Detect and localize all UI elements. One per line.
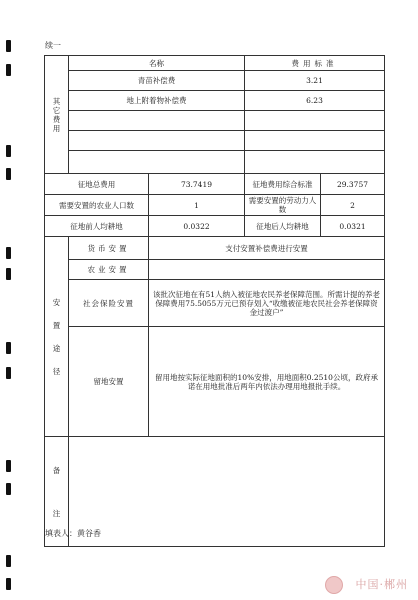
fee-name-header: 名称 <box>69 56 245 71</box>
fee-value-cell: 6.23 <box>245 91 385 111</box>
fee-value-cell <box>245 111 385 131</box>
resettlement-detail: 该批次征地在有51人纳入被征地农民养老保障范围。所需计提的养老保障费用75.5055万元已预存划入“收缴被征地农民社会养老保障资金过渡户” <box>149 280 385 327</box>
watermark: 中国·郴州 <box>355 578 408 591</box>
remarks-content <box>69 437 385 547</box>
resettlement-type: 社会保险安置 <box>69 280 149 327</box>
binding-hole <box>6 460 11 472</box>
total-fee-value: 73.7419 <box>149 174 245 195</box>
resettlement-label: 安 置 途 径 <box>45 237 69 437</box>
remarks-label: 备 注 <box>45 437 69 547</box>
fee-value-cell <box>245 151 385 174</box>
resettlement-detail: 留用地按实际征地面积的10%安排，用地面积0.2510公顷，政府承诺在用地批准后两年内依法办理用地报批手续。 <box>149 327 385 437</box>
watermark-logo-icon <box>325 576 343 594</box>
filled-by: 填表人：黄谷香 <box>45 529 101 538</box>
after-area-value: 0.0321 <box>321 216 385 237</box>
fee-standard-header: 费用标准 <box>245 56 385 71</box>
before-area-label: 征地前人均耕地 <box>45 216 149 237</box>
binding-hole <box>6 40 11 52</box>
resettlement-type: 农业安置 <box>69 260 149 280</box>
binding-hole <box>6 367 11 379</box>
binding-hole <box>6 64 11 76</box>
composite-label: 征地费用综合标准 <box>245 174 321 195</box>
land-acquisition-table <box>44 55 385 547</box>
binding-hole <box>6 555 11 567</box>
resettlement-detail <box>149 260 385 280</box>
binding-hole <box>6 483 11 495</box>
fee-name-cell <box>69 151 245 174</box>
fee-value-cell: 3.21 <box>245 71 385 91</box>
resettlement-type: 留地安置 <box>69 327 149 437</box>
binding-hole <box>6 268 11 280</box>
binding-hole <box>6 247 11 259</box>
composite-value: 29.3757 <box>321 174 385 195</box>
fee-name-cell: 地上附着物补偿费 <box>69 91 245 111</box>
resettlement-detail: 支付安置补偿费进行安置 <box>149 237 385 260</box>
after-area-label: 征地后人均耕地 <box>245 216 321 237</box>
labor-value: 2 <box>321 195 385 216</box>
fee-name-cell <box>69 111 245 131</box>
ag-pop-label: 需要安置的农业人口数 <box>45 195 149 216</box>
fee-value-cell <box>245 131 385 151</box>
binding-hole <box>6 578 11 590</box>
fee-name-cell: 青苗补偿费 <box>69 71 245 91</box>
total-fee-label: 征地总费用 <box>45 174 149 195</box>
ag-pop-value: 1 <box>149 195 245 216</box>
resettlement-type: 货币安置 <box>69 237 149 260</box>
other-fees-label: 其 它 费 用 <box>45 56 69 174</box>
before-area-value: 0.0322 <box>149 216 245 237</box>
continued-label: 续一 <box>45 41 61 50</box>
binding-hole <box>6 145 11 157</box>
fee-name-cell <box>69 131 245 151</box>
binding-hole <box>6 168 11 180</box>
labor-label: 需要安置的劳动力人数 <box>245 195 321 216</box>
binding-hole <box>6 342 11 354</box>
